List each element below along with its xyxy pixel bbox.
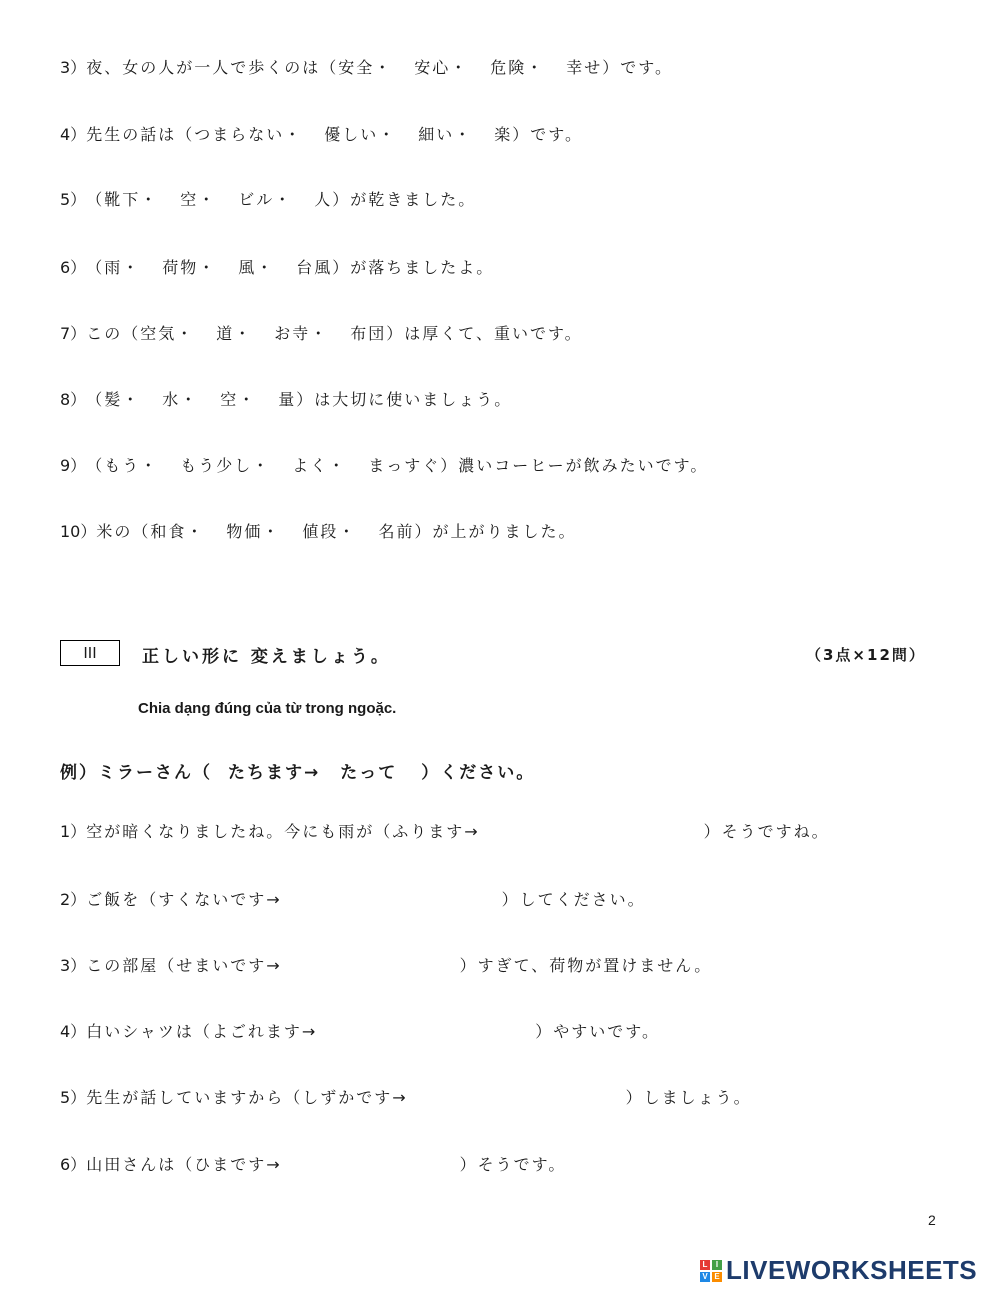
- option[interactable]: もう・: [104, 456, 159, 475]
- option[interactable]: 空・: [220, 390, 257, 409]
- liveworksheets-logo-icon: L I V E: [700, 1260, 722, 1282]
- option[interactable]: 値段・: [302, 522, 357, 541]
- option[interactable]: つまらない・: [194, 125, 303, 144]
- option[interactable]: 道・: [216, 324, 253, 343]
- option[interactable]: 細い・: [418, 125, 473, 144]
- question-4: 4）先生の話は（つまらない・ 優しい・ 細い・ 楽）です。: [60, 125, 583, 144]
- option[interactable]: 靴下・: [104, 190, 159, 209]
- option[interactable]: 人）: [314, 190, 351, 209]
- option[interactable]: 物価・: [226, 522, 281, 541]
- question-5: 5）（靴下・ 空・ ビル・ 人）が乾きました。: [60, 190, 477, 209]
- option[interactable]: もう少し・: [180, 456, 271, 475]
- conjugation-question-5: 5）先生が話していますから（しずかです→ ）しましょう。: [60, 1088, 752, 1107]
- conjugation-question-2: 2）ご飯を（すくないです→ ）してください。: [60, 890, 646, 909]
- liveworksheets-brand[interactable]: [700, 1255, 977, 1286]
- option[interactable]: 和食・: [150, 522, 205, 541]
- question-9: 9）（もう・ もう少し・ よく・ まっすぐ）濃いコーヒーが飲みたいです。: [60, 456, 709, 475]
- option[interactable]: ビル・: [238, 190, 293, 209]
- conjugation-question-3: 3）この部屋（せまいです→ ）すぎて、荷物が置けません。: [60, 956, 713, 975]
- option[interactable]: 雨・: [104, 258, 141, 277]
- example-answer: たって: [340, 763, 398, 783]
- question-10: 10）米の（和食・ 物価・ 値段・ 名前）が上がりました。: [60, 522, 577, 541]
- option[interactable]: 危険・: [490, 58, 545, 77]
- option[interactable]: 名前）: [378, 522, 433, 541]
- section-number-box: III: [60, 640, 120, 666]
- option[interactable]: 荷物・: [162, 258, 217, 277]
- option[interactable]: よく・: [292, 456, 347, 475]
- option[interactable]: 幸せ）: [566, 58, 621, 77]
- brand-name: LIVEWORKSHEETS: [726, 1255, 978, 1285]
- option[interactable]: 髪・: [104, 390, 141, 409]
- section-instruction: Chia dạng đúng của từ trong ngoặc.: [138, 700, 397, 717]
- question-3: 3）夜、女の人が一人で歩くのは（安全・ 安心・ 危険・ 幸せ）です。: [60, 58, 673, 77]
- option[interactable]: お寺・: [274, 324, 329, 343]
- option[interactable]: 空気・: [140, 324, 195, 343]
- option[interactable]: 台風）: [296, 258, 351, 277]
- option[interactable]: 安全・: [338, 58, 393, 77]
- option[interactable]: 楽）: [494, 125, 531, 144]
- option[interactable]: 量）: [278, 390, 315, 409]
- option[interactable]: まっすぐ）: [368, 456, 459, 475]
- option[interactable]: 空・: [180, 190, 217, 209]
- question-8: 8）（髪・ 水・ 空・ 量）は大切に使いましょう。: [60, 390, 513, 409]
- example-sentence: 例）ミラーさん（ たちます→ たって ）ください。: [60, 763, 536, 783]
- option[interactable]: 優しい・: [324, 125, 397, 144]
- page-number: 2: [928, 1212, 936, 1228]
- conjugation-question-6: 6）山田さんは（ひまです→ ）そうです。: [60, 1155, 567, 1174]
- question-7: 7）この（空気・ 道・ お寺・ 布団）は厚くて、重いです。: [60, 324, 583, 343]
- question-6: 6）（雨・ 荷物・ 風・ 台風）が落ちましたよ。: [60, 258, 495, 277]
- conjugation-question-4: 4）白いシャツは（よごれます→ ）やすいです。: [60, 1022, 661, 1041]
- option[interactable]: 安心・: [414, 58, 469, 77]
- option[interactable]: 水・: [162, 390, 199, 409]
- section-title: 正しい形に 変えましょう。: [142, 647, 391, 667]
- section-points: （3点×12問）: [806, 646, 926, 664]
- option[interactable]: 風・: [238, 258, 275, 277]
- option[interactable]: 布団）: [350, 324, 405, 343]
- conjugation-question-1: 1）空が暗くなりましたね。今にも雨が（ふります→ ）そうですね。: [60, 822, 830, 841]
